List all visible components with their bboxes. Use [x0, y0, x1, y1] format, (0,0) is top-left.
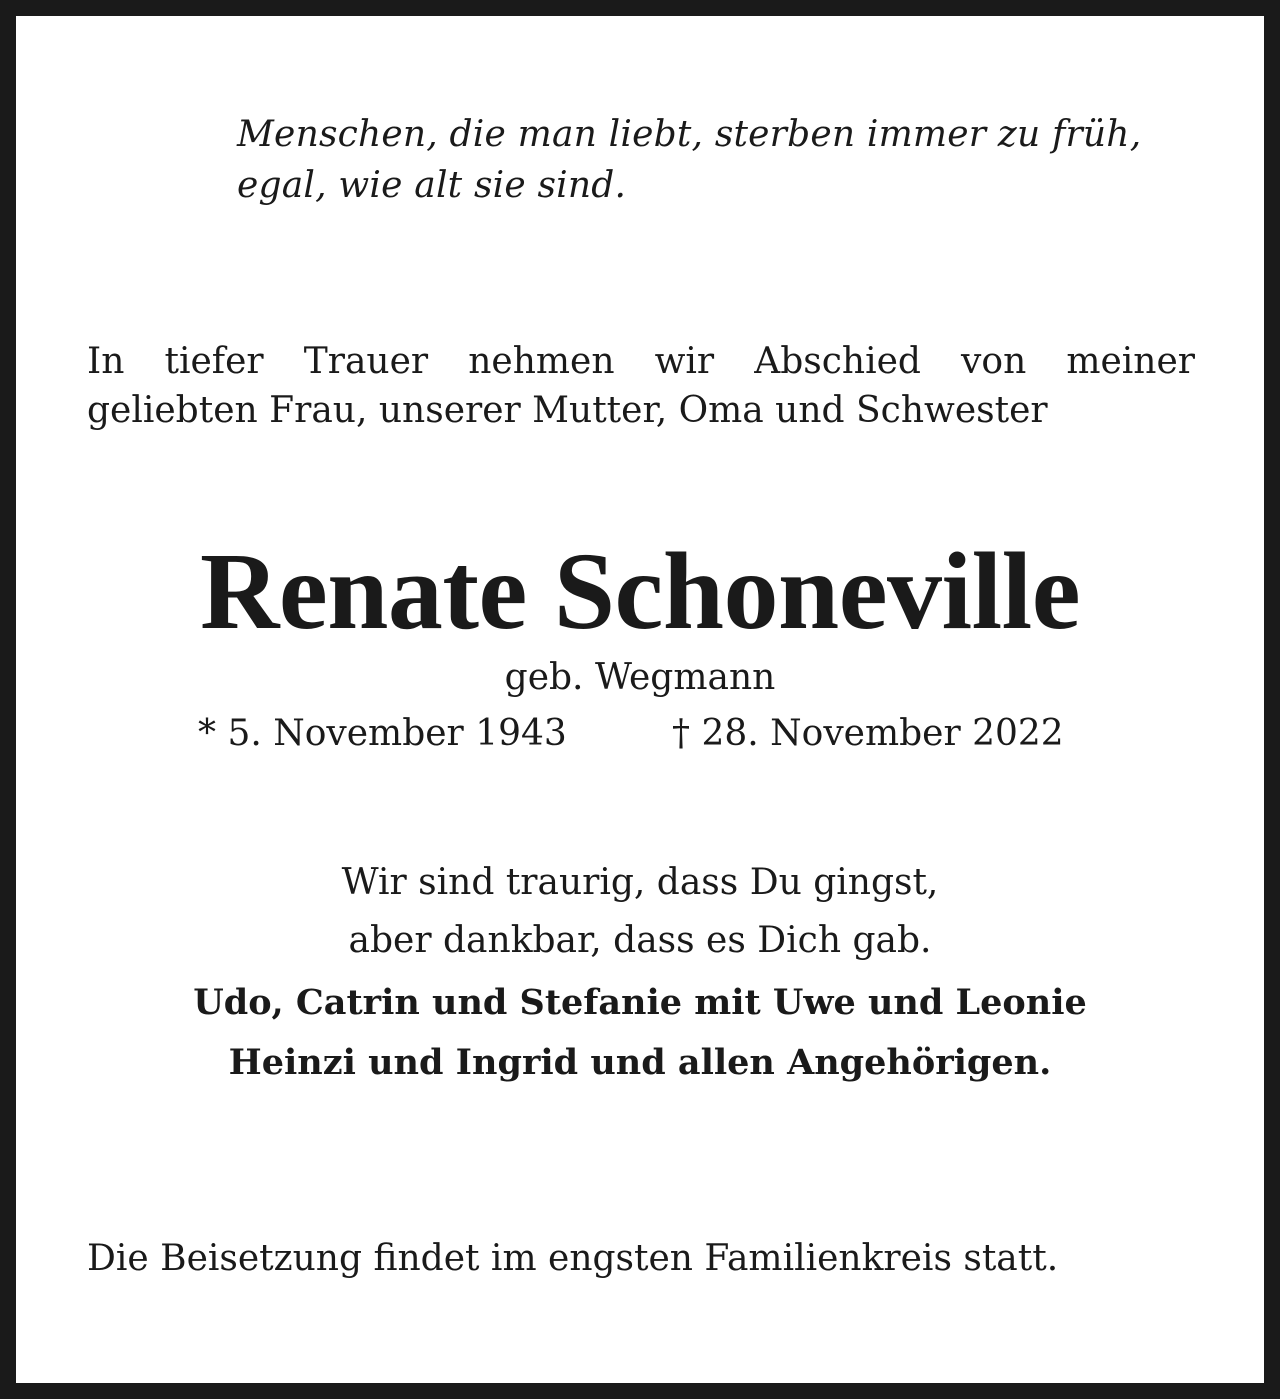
verse-line-2: aber dankbar, dass es Dich gab. [348, 920, 932, 961]
verse-line-1: Wir sind traurig, dass Du gingst, [341, 862, 939, 903]
intro-line-2: geliebten Frau, unserer Mutter, Oma und Schwester [87, 390, 1048, 431]
mourners-signature [16, 973, 1264, 1093]
motto-line-1: Menschen, die man liebt, sterben immer zu früh, [237, 114, 1142, 155]
remembrance-verse [16, 854, 1264, 970]
signers-line-2: Heinzi und Ingrid und allen Angehörigen. [228, 1042, 1052, 1083]
maiden-name: geb. Wegmann [504, 657, 776, 698]
deceased-name: Renate Schoneville [199, 530, 1081, 652]
motto-line-2: egal, wie alt sie sind. [237, 165, 627, 206]
death-date: † 28. November 2022 [672, 713, 1064, 754]
obituary-notice [16, 16, 1264, 1383]
signers-line-1: Udo, Catrin und Stefanie mit Uwe und Leonie [193, 982, 1087, 1023]
intro-text [87, 337, 1195, 435]
intro-line-1: In tiefer Trauer nehmen wir Abschied von meiner [87, 341, 1195, 382]
birth-date: * 5. November 1943 [198, 713, 567, 754]
funeral-note: Die Beisetzung findet im engsten Familienkreis statt. [87, 1238, 1059, 1279]
motto-quote [237, 109, 1217, 211]
